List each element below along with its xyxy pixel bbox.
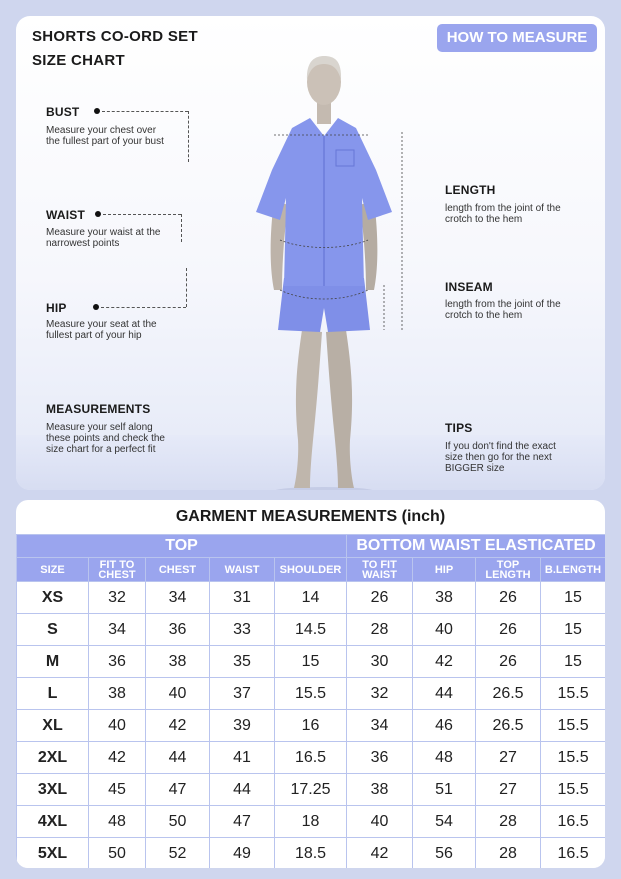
tips-label: TIPS (445, 421, 473, 435)
table-cell: 15 (541, 582, 605, 614)
table-cell: 14 (275, 582, 347, 614)
table-cell: 49 (210, 838, 275, 869)
measurements-description: Measure your self along these points and check the size chart for a perfect fit (46, 422, 165, 455)
table-cell: 35 (210, 646, 275, 678)
left-leg (294, 330, 322, 488)
table-cell: 14.5 (275, 614, 347, 646)
table-cell: 44 (413, 678, 476, 710)
table-cell: 15 (275, 646, 347, 678)
table-cell: 26 (476, 646, 541, 678)
table-cell: 41 (210, 742, 275, 774)
table-cell: 28 (476, 838, 541, 869)
size-cell: XL (17, 710, 89, 742)
table-cell: 39 (210, 710, 275, 742)
waist-label: WAIST (46, 208, 85, 222)
table-cell: 40 (146, 678, 210, 710)
table-row (17, 710, 606, 742)
table-cell: 30 (347, 646, 413, 678)
table-cell: 54 (413, 806, 476, 838)
table-cell: 28 (476, 806, 541, 838)
table-cell: 26 (476, 614, 541, 646)
measurements-label: MEASUREMENTS (46, 402, 151, 416)
table-row (17, 806, 606, 838)
bust-description: Measure your chest over the fullest part of your bust (46, 125, 164, 147)
table-row (17, 742, 606, 774)
hip-leader-line-vertical (186, 268, 187, 307)
waist-leader-line (103, 214, 181, 215)
table-cell: 42 (347, 838, 413, 869)
table-cell: 31 (210, 582, 275, 614)
table-cell: 34 (89, 614, 146, 646)
column-header: HIP (413, 558, 476, 582)
table-cell: 52 (146, 838, 210, 869)
table-cell: 26.5 (476, 678, 541, 710)
table-cell: 38 (413, 582, 476, 614)
table-cell: 40 (89, 710, 146, 742)
inseam-label: INSEAM (445, 280, 493, 294)
size-table-card (16, 500, 605, 868)
table-cell: 15 (541, 614, 605, 646)
waist-description: Measure your waist at the narrowest points (46, 227, 161, 249)
table-cell: 36 (89, 646, 146, 678)
shorts (278, 278, 370, 332)
length-description: length from the joint of the crotch to the hem (445, 203, 561, 225)
size-cell: 4XL (17, 806, 89, 838)
group-header-top: TOP (17, 535, 347, 558)
measurement-guide-card (16, 16, 605, 490)
column-header: SHOULDER (275, 558, 347, 582)
table-title: GARMENT MEASUREMENTS (inch) (175, 508, 446, 525)
column-header: B.LENGTH (541, 558, 605, 582)
size-cell: 5XL (17, 838, 89, 869)
size-cell: 3XL (17, 774, 89, 806)
table-cell: 50 (89, 838, 146, 869)
size-cell: M (17, 646, 89, 678)
table-cell: 26.5 (476, 710, 541, 742)
table-cell: 16.5 (541, 838, 605, 869)
table-cell: 15.5 (541, 678, 605, 710)
table-cell: 38 (347, 774, 413, 806)
size-cell: S (17, 614, 89, 646)
hip-description: Measure your seat at the fullest part of your hip (46, 319, 157, 341)
table-cell: 17.25 (275, 774, 347, 806)
length-label: LENGTH (445, 183, 496, 197)
right-leg (326, 330, 354, 488)
table-cell: 15.5 (541, 774, 605, 806)
table-row (17, 614, 606, 646)
tips-description: If you don't find the exact size then go for the next BIGGER size (445, 441, 556, 474)
table-cell: 32 (89, 582, 146, 614)
neck (317, 102, 331, 124)
mannequin-figure (244, 40, 404, 490)
column-header: TOP LENGTH (476, 558, 541, 582)
table-cell: 15.5 (275, 678, 347, 710)
table-cell: 47 (210, 806, 275, 838)
table-cell: 16.5 (275, 742, 347, 774)
table-cell: 42 (413, 646, 476, 678)
how-to-measure-button[interactable]: HOW TO MEASURE (437, 24, 597, 52)
table-cell: 36 (146, 614, 210, 646)
hip-marker (93, 304, 99, 310)
column-header: CHEST (146, 558, 210, 582)
table-cell: 16 (275, 710, 347, 742)
size-table (16, 534, 605, 868)
table-cell: 50 (146, 806, 210, 838)
table-cell: 51 (413, 774, 476, 806)
table-cell: 28 (347, 614, 413, 646)
table-cell: 42 (146, 710, 210, 742)
table-cell: 36 (347, 742, 413, 774)
waist-leader-line-vertical (181, 214, 182, 242)
bust-marker (94, 108, 100, 114)
table-cell: 33 (210, 614, 275, 646)
product-title: SHORTS CO-ORD SET (32, 28, 198, 45)
column-header: FIT TO CHEST (89, 558, 146, 582)
table-cell: 26 (347, 582, 413, 614)
table-cell: 18.5 (275, 838, 347, 869)
table-cell: 27 (476, 742, 541, 774)
table-cell: 26 (476, 582, 541, 614)
figure-shadow (274, 487, 374, 490)
hip-leader-line (101, 307, 186, 308)
table-cell: 48 (413, 742, 476, 774)
column-header: WAIST (210, 558, 275, 582)
table-cell: 56 (413, 838, 476, 869)
table-cell: 44 (210, 774, 275, 806)
table-cell: 38 (89, 678, 146, 710)
table-row (17, 646, 606, 678)
table-cell: 40 (413, 614, 476, 646)
table-cell: 34 (146, 582, 210, 614)
table-cell: 46 (413, 710, 476, 742)
table-cell: 44 (146, 742, 210, 774)
table-cell: 48 (89, 806, 146, 838)
table-cell: 38 (146, 646, 210, 678)
table-cell: 27 (476, 774, 541, 806)
hip-label: HIP (46, 301, 67, 315)
table-cell: 42 (89, 742, 146, 774)
size-cell: 2XL (17, 742, 89, 774)
table-cell: 47 (146, 774, 210, 806)
table-cell: 15.5 (541, 710, 605, 742)
size-cell: L (17, 678, 89, 710)
inseam-description: length from the joint of the crotch to the hem (445, 299, 561, 321)
table-cell: 37 (210, 678, 275, 710)
table-cell: 18 (275, 806, 347, 838)
column-header: SIZE (17, 558, 89, 582)
table-cell: 16.5 (541, 806, 605, 838)
bust-leader-line (102, 111, 188, 112)
bust-leader-line-vertical (188, 111, 189, 162)
bust-label: BUST (46, 105, 80, 119)
size-cell: XS (17, 582, 89, 614)
column-header-row (17, 558, 606, 582)
table-cell: 15 (541, 646, 605, 678)
column-header: TO FIT WAIST (347, 558, 413, 582)
table-row (17, 838, 606, 869)
table-cell: 32 (347, 678, 413, 710)
table-row (17, 678, 606, 710)
table-row (17, 582, 606, 614)
waist-marker (95, 211, 101, 217)
size-chart-subtitle: SIZE CHART (32, 52, 125, 69)
table-cell: 45 (89, 774, 146, 806)
group-header-bottom: BOTTOM WAIST ELASTICATED (347, 535, 605, 558)
table-row (17, 774, 606, 806)
table-cell: 40 (347, 806, 413, 838)
table-cell: 15.5 (541, 742, 605, 774)
table-cell: 34 (347, 710, 413, 742)
